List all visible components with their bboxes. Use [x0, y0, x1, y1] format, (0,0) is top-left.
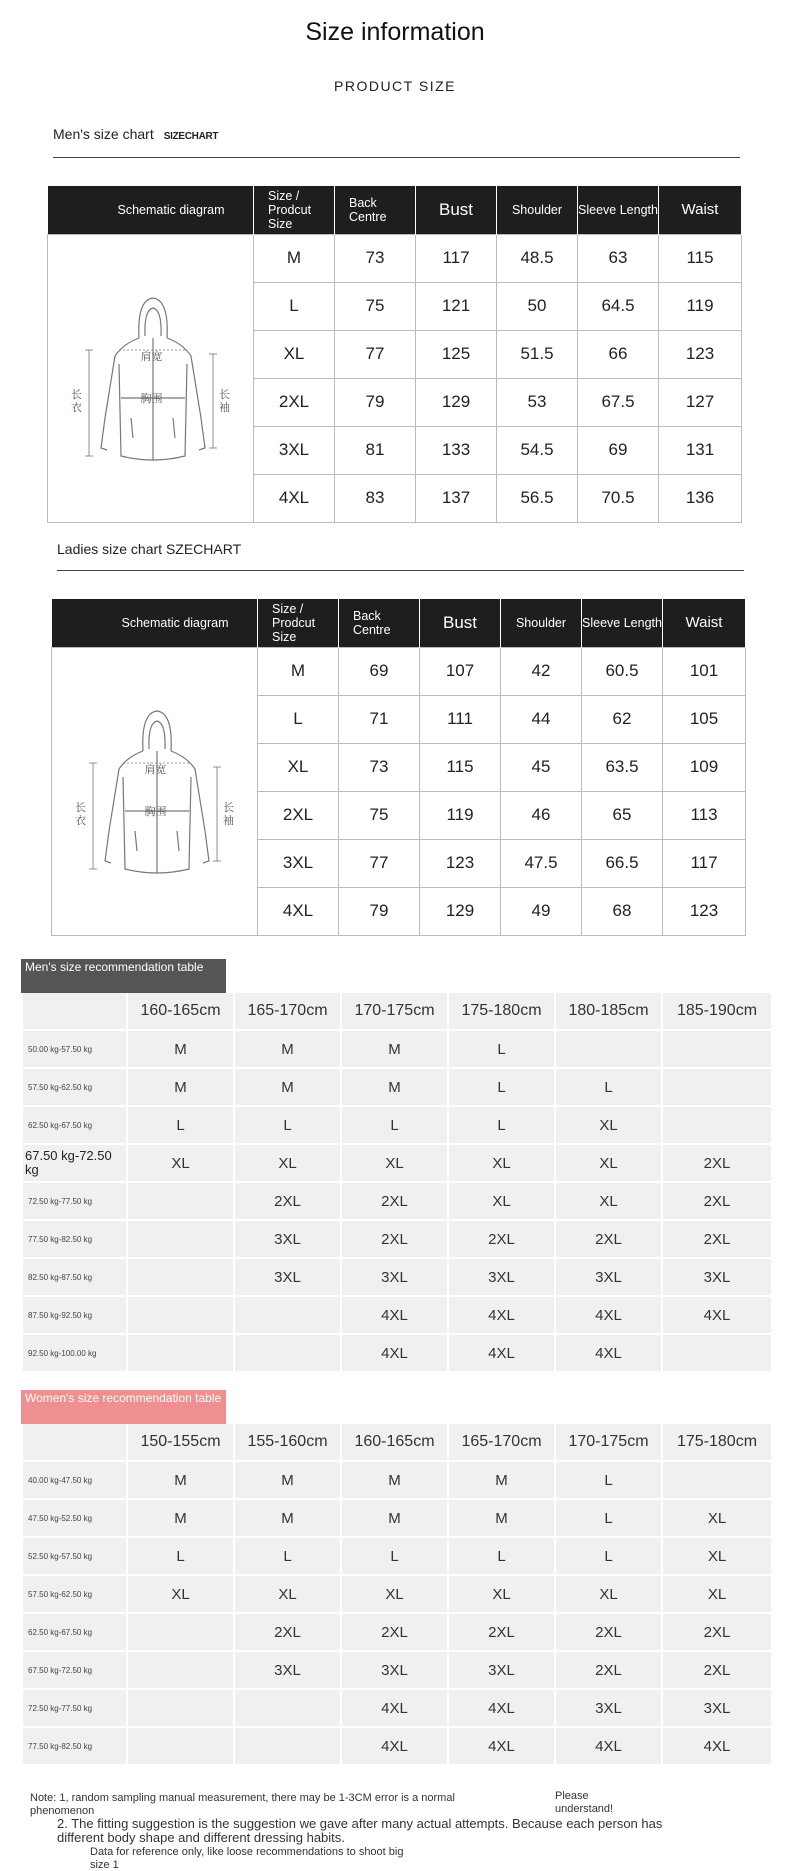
rec-size-cell: [128, 1183, 233, 1219]
header-diagram: Schematic diagram: [52, 599, 258, 647]
ladies-divider: [57, 570, 744, 571]
rec-row: [23, 1221, 771, 1257]
rec-height-header: 165-170cm: [449, 1424, 554, 1460]
cell-shoulder: 42: [501, 647, 582, 695]
rec-size-cell: 2XL: [235, 1614, 340, 1650]
rec-size-cell: 3XL: [235, 1259, 340, 1295]
rec-size-cell: 2XL: [663, 1652, 771, 1688]
rec-size-cell: [128, 1221, 233, 1257]
rec-weight-label: 72.50 kg-77.50 kg: [23, 1690, 126, 1726]
cell-bust: 125: [416, 330, 497, 378]
rec-weight-label: 92.50 kg-100.00 kg: [23, 1335, 126, 1371]
diagram-chest-label: 胸围: [140, 392, 163, 405]
cell-shoulder: 49: [501, 887, 582, 935]
rec-size-cell: [663, 1031, 771, 1067]
rec-size-cell: M: [342, 1500, 447, 1536]
rec-height-header: 160-165cm: [128, 993, 233, 1029]
rec-size-cell: L: [128, 1107, 233, 1143]
rec-row: [23, 1728, 771, 1764]
rec-size-cell: 4XL: [342, 1690, 447, 1726]
rec-size-cell: 3XL: [449, 1259, 554, 1295]
cell-bust: 123: [420, 839, 501, 887]
rec-corner-cell: [23, 1424, 126, 1460]
diagram-length-label: 长 衣: [75, 801, 86, 827]
rec-size-cell: 4XL: [449, 1728, 554, 1764]
rec-row: [23, 1614, 771, 1650]
rec-size-cell: 2XL: [663, 1221, 771, 1257]
cell-size: 4XL: [254, 474, 335, 522]
header-bust: Bust: [420, 599, 501, 647]
rec-size-cell: 3XL: [556, 1690, 661, 1726]
rec-size-cell: L: [342, 1107, 447, 1143]
rec-height-header: 155-160cm: [235, 1424, 340, 1460]
rec-height-header: 170-175cm: [342, 993, 447, 1029]
rec-size-cell: [663, 1335, 771, 1371]
jacket-diagram-svg: [65, 691, 245, 891]
note-3: Data for reference only, like loose recommendations to shoot big: [90, 1846, 404, 1858]
rec-weight-label: 77.50 kg-82.50 kg: [23, 1728, 126, 1764]
rec-size-cell: 2XL: [342, 1614, 447, 1650]
rec-size-cell: [235, 1297, 340, 1333]
rec-size-cell: L: [556, 1069, 661, 1105]
header-back: Back Centre: [335, 186, 416, 234]
cell-back: 77: [335, 330, 416, 378]
rec-row: [23, 1652, 771, 1688]
note-1b: phenomenon: [30, 1805, 95, 1817]
rec-size-cell: M: [128, 1500, 233, 1536]
header-bust: Bust: [416, 186, 497, 234]
header-diagram: Schematic diagram: [48, 186, 254, 234]
cell-sleeve: 62: [582, 695, 663, 743]
rec-weight-label: 87.50 kg-92.50 kg: [23, 1297, 126, 1333]
rec-corner-cell: [23, 993, 126, 1029]
rec-weight-label: 40.00 kg-47.50 kg: [23, 1462, 126, 1498]
rec-row: [23, 1183, 771, 1219]
cell-shoulder: 53: [497, 378, 578, 426]
rec-size-cell: L: [128, 1538, 233, 1574]
rec-weight-label: 47.50 kg-52.50 kg: [23, 1500, 126, 1536]
cell-back: 75: [335, 282, 416, 330]
rec-size-cell: XL: [556, 1145, 661, 1181]
rec-size-cell: XL: [556, 1107, 661, 1143]
cell-sleeve: 70.5: [578, 474, 659, 522]
cell-back: 77: [339, 839, 420, 887]
cell-waist: 101: [663, 647, 746, 695]
rec-size-cell: [235, 1335, 340, 1371]
rec-weight-label: 72.50 kg-77.50 kg: [23, 1183, 126, 1219]
rec-size-cell: [235, 1728, 340, 1764]
rec-size-cell: 2XL: [663, 1183, 771, 1219]
rec-size-cell: M: [342, 1462, 447, 1498]
cell-sleeve: 60.5: [582, 647, 663, 695]
cell-sleeve: 68: [582, 887, 663, 935]
rec-size-cell: 4XL: [663, 1728, 771, 1764]
rec-size-cell: [128, 1259, 233, 1295]
rec-size-cell: M: [342, 1031, 447, 1067]
rec-size-cell: [128, 1690, 233, 1726]
rec-size-cell: M: [235, 1500, 340, 1536]
cell-bust: 107: [420, 647, 501, 695]
rec-size-cell: XL: [235, 1576, 340, 1612]
rec-size-cell: 4XL: [556, 1335, 661, 1371]
rec-size-cell: 4XL: [342, 1297, 447, 1333]
cell-shoulder: 48.5: [497, 234, 578, 282]
rec-size-cell: M: [128, 1069, 233, 1105]
page-title: Size information: [305, 18, 485, 46]
rec-size-cell: [128, 1614, 233, 1650]
rec-size-cell: 2XL: [663, 1145, 771, 1181]
diagram-shoulder-label: 肩宽: [140, 350, 163, 363]
cell-shoulder: 44: [501, 695, 582, 743]
rec-size-cell: 2XL: [556, 1221, 661, 1257]
cell-sleeve: 64.5: [578, 282, 659, 330]
cell-waist: 136: [659, 474, 742, 522]
rec-weight-label: 50.00 kg-57.50 kg: [23, 1031, 126, 1067]
cell-shoulder: 51.5: [497, 330, 578, 378]
schematic-diagram: [48, 234, 254, 522]
rec-size-cell: 3XL: [342, 1652, 447, 1688]
cell-sleeve: 69: [578, 426, 659, 474]
rec-row: [23, 1145, 771, 1181]
cell-sleeve: 63.5: [582, 743, 663, 791]
rec-height-header: 160-165cm: [342, 1424, 447, 1460]
rec-weight-label: 67.50 kg-72.50 kg: [23, 1652, 126, 1688]
rec-header-row: [23, 993, 771, 1029]
header-waist: Waist: [659, 186, 742, 234]
header-sleeve: Sleeve Length: [578, 186, 659, 234]
cell-shoulder: 56.5: [497, 474, 578, 522]
rec-size-cell: 3XL: [342, 1259, 447, 1295]
cell-bust: 121: [416, 282, 497, 330]
cell-waist: 105: [663, 695, 746, 743]
rec-row: [23, 1462, 771, 1498]
rec-height-header: 165-170cm: [235, 993, 340, 1029]
cell-back: 83: [335, 474, 416, 522]
rec-weight-label: 57.50 kg-62.50 kg: [23, 1576, 126, 1612]
size-row: [48, 234, 742, 282]
rec-size-cell: [663, 1107, 771, 1143]
cell-sleeve: 65: [582, 791, 663, 839]
mens-chart-label: [53, 126, 218, 142]
mens-chart-label-small: SIZECHART: [163, 131, 219, 142]
rec-height-header: 170-175cm: [556, 1424, 661, 1460]
rec-size-cell: XL: [556, 1576, 661, 1612]
rec-size-cell: M: [128, 1462, 233, 1498]
rec-size-cell: [128, 1652, 233, 1688]
cell-size: 3XL: [258, 839, 339, 887]
rec-weight-label: 82.50 kg-87.50 kg: [23, 1259, 126, 1295]
rec-size-cell: M: [235, 1462, 340, 1498]
cell-shoulder: 45: [501, 743, 582, 791]
rec-size-cell: 2XL: [449, 1614, 554, 1650]
cell-waist: 117: [663, 839, 746, 887]
cell-bust: 133: [416, 426, 497, 474]
rec-weight-label: 62.50 kg-67.50 kg: [23, 1107, 126, 1143]
rec-weight-label: 77.50 kg-82.50 kg: [23, 1221, 126, 1257]
rec-header-row: [23, 1424, 771, 1460]
cell-size: XL: [254, 330, 335, 378]
header-shoulder: Shoulder: [497, 186, 578, 234]
rec-weight-label: 52.50 kg-57.50 kg: [23, 1538, 126, 1574]
cell-bust: 137: [416, 474, 497, 522]
cell-waist: 123: [659, 330, 742, 378]
rec-size-cell: XL: [449, 1145, 554, 1181]
rec-size-cell: 2XL: [556, 1652, 661, 1688]
rec-size-cell: 4XL: [342, 1728, 447, 1764]
rec-size-cell: L: [449, 1069, 554, 1105]
rec-size-cell: L: [342, 1538, 447, 1574]
rec-size-cell: 3XL: [235, 1221, 340, 1257]
rec-size-cell: [556, 1031, 661, 1067]
rec-size-cell: XL: [342, 1576, 447, 1612]
rec-size-cell: 2XL: [449, 1221, 554, 1257]
cell-waist: 115: [659, 234, 742, 282]
cell-waist: 113: [663, 791, 746, 839]
cell-size: M: [254, 234, 335, 282]
cell-size: 4XL: [258, 887, 339, 935]
rec-size-cell: L: [449, 1031, 554, 1067]
diagram-chest-label: 胸围: [144, 805, 167, 818]
rec-weight-label: 67.50 kg-72.50 kg: [23, 1145, 126, 1181]
rec-size-cell: 4XL: [663, 1297, 771, 1333]
diagram-sleeve-label: 长 袖: [219, 388, 230, 414]
cell-back: 79: [335, 378, 416, 426]
rec-weight-label: 57.50 kg-62.50 kg: [23, 1069, 126, 1105]
cell-shoulder: 50: [497, 282, 578, 330]
rec-size-cell: XL: [449, 1576, 554, 1612]
mens-divider: [53, 157, 740, 158]
cell-back: 79: [339, 887, 420, 935]
rec-size-cell: 2XL: [235, 1183, 340, 1219]
rec-row: [23, 1107, 771, 1143]
rec-size-cell: 3XL: [663, 1259, 771, 1295]
mens-chart-label-text: Men's size chart: [53, 126, 154, 142]
rec-size-cell: [128, 1297, 233, 1333]
cell-waist: 127: [659, 378, 742, 426]
rec-size-cell: M: [449, 1500, 554, 1536]
note-understand: understand!: [555, 1803, 614, 1815]
rec-size-cell: XL: [128, 1145, 233, 1181]
header-waist: Waist: [663, 599, 746, 647]
rec-row: [23, 1690, 771, 1726]
cell-size: L: [254, 282, 335, 330]
rec-size-cell: 2XL: [342, 1183, 447, 1219]
size-row: [52, 647, 746, 695]
rec-size-cell: 4XL: [556, 1728, 661, 1764]
cell-bust: 129: [416, 378, 497, 426]
rec-row: [23, 1335, 771, 1371]
mens-rec-title: Men's size recommendation table: [21, 959, 226, 993]
cell-bust: 129: [420, 887, 501, 935]
cell-size: 3XL: [254, 426, 335, 474]
cell-size: 2XL: [258, 791, 339, 839]
note-2: 2. The fitting suggestion is the suggestion we gave after many actual attempts. Because each person has: [57, 1816, 663, 1831]
cell-sleeve: 66.5: [582, 839, 663, 887]
rec-size-cell: XL: [342, 1145, 447, 1181]
rec-size-cell: M: [449, 1462, 554, 1498]
rec-size-cell: 4XL: [449, 1297, 554, 1333]
rec-size-cell: M: [235, 1031, 340, 1067]
rec-size-cell: L: [235, 1107, 340, 1143]
rec-size-cell: XL: [449, 1183, 554, 1219]
rec-size-cell: L: [449, 1107, 554, 1143]
rec-size-cell: 4XL: [449, 1690, 554, 1726]
rec-size-cell: M: [342, 1069, 447, 1105]
cell-sleeve: 66: [578, 330, 659, 378]
cell-back: 69: [339, 647, 420, 695]
rec-height-header: 150-155cm: [128, 1424, 233, 1460]
rec-size-cell: 4XL: [449, 1335, 554, 1371]
note-3b: size 1: [90, 1859, 119, 1871]
rec-size-cell: 3XL: [235, 1652, 340, 1688]
rec-row: [23, 1538, 771, 1574]
note-please: Please: [555, 1790, 589, 1802]
rec-size-cell: XL: [663, 1576, 771, 1612]
rec-size-cell: L: [556, 1500, 661, 1536]
cell-bust: 119: [420, 791, 501, 839]
rec-size-cell: [663, 1462, 771, 1498]
jacket-diagram-svg: [61, 278, 241, 478]
note-1: Note: 1, random sampling manual measurement, there may be 1-3CM error is a normal: [30, 1792, 455, 1804]
rec-size-cell: XL: [556, 1183, 661, 1219]
cell-back: 73: [339, 743, 420, 791]
cell-shoulder: 46: [501, 791, 582, 839]
rec-height-header: 175-180cm: [663, 1424, 771, 1460]
rec-size-cell: 4XL: [342, 1335, 447, 1371]
cell-sleeve: 67.5: [578, 378, 659, 426]
cell-shoulder: 54.5: [497, 426, 578, 474]
rec-size-cell: L: [449, 1538, 554, 1574]
ladies-size-table: [51, 599, 746, 936]
rec-row: [23, 1500, 771, 1536]
rec-size-cell: [128, 1335, 233, 1371]
womens-rec-table: [21, 1422, 773, 1766]
rec-row: [23, 1259, 771, 1295]
rec-row: [23, 1069, 771, 1105]
rec-size-cell: 2XL: [663, 1614, 771, 1650]
note-2b: different body shape and different dressing habits.: [57, 1830, 345, 1845]
schematic-diagram: [52, 647, 258, 935]
header-back: Back Centre: [339, 599, 420, 647]
rec-size-cell: XL: [663, 1538, 771, 1574]
header-sleeve: Sleeve Length: [582, 599, 663, 647]
rec-size-cell: [663, 1069, 771, 1105]
rec-row: [23, 1031, 771, 1067]
ladies-chart-label: Ladies size chart SZECHART: [57, 541, 242, 557]
rec-row: [23, 1297, 771, 1333]
mens-rec-table: [21, 991, 773, 1373]
cell-bust: 111: [420, 695, 501, 743]
cell-back: 81: [335, 426, 416, 474]
rec-height-header: 175-180cm: [449, 993, 554, 1029]
rec-height-header: 180-185cm: [556, 993, 661, 1029]
diagram-length-label: 长 衣: [71, 388, 82, 414]
rec-size-cell: 2XL: [342, 1221, 447, 1257]
cell-size: L: [258, 695, 339, 743]
womens-rec-title: Women's size recommendation table: [21, 1390, 226, 1424]
cell-size: XL: [258, 743, 339, 791]
cell-sleeve: 63: [578, 234, 659, 282]
page-subtitle: PRODUCT SIZE: [334, 78, 456, 94]
cell-size: M: [258, 647, 339, 695]
header-size: Size / Prodcut Size: [258, 599, 339, 647]
cell-back: 75: [339, 791, 420, 839]
rec-size-cell: L: [235, 1538, 340, 1574]
cell-waist: 109: [663, 743, 746, 791]
cell-size: 2XL: [254, 378, 335, 426]
rec-size-cell: L: [556, 1538, 661, 1574]
cell-back: 73: [335, 234, 416, 282]
rec-size-cell: 4XL: [556, 1297, 661, 1333]
rec-row: [23, 1576, 771, 1612]
diagram-shoulder-label: 肩宽: [144, 763, 167, 776]
cell-bust: 117: [416, 234, 497, 282]
rec-size-cell: M: [128, 1031, 233, 1067]
cell-shoulder: 47.5: [501, 839, 582, 887]
rec-size-cell: 3XL: [556, 1259, 661, 1295]
header-size: Size / Prodcut Size: [254, 186, 335, 234]
mens-size-table: [47, 186, 742, 523]
rec-size-cell: XL: [663, 1500, 771, 1536]
header-shoulder: Shoulder: [501, 599, 582, 647]
rec-height-header: 185-190cm: [663, 993, 771, 1029]
rec-size-cell: 2XL: [556, 1614, 661, 1650]
rec-size-cell: 3XL: [663, 1690, 771, 1726]
rec-size-cell: M: [235, 1069, 340, 1105]
diagram-sleeve-label: 长 袖: [223, 801, 234, 827]
cell-waist: 131: [659, 426, 742, 474]
cell-waist: 119: [659, 282, 742, 330]
rec-size-cell: [235, 1690, 340, 1726]
rec-weight-label: 62.50 kg-67.50 kg: [23, 1614, 126, 1650]
rec-size-cell: 3XL: [449, 1652, 554, 1688]
rec-size-cell: XL: [128, 1576, 233, 1612]
cell-back: 71: [339, 695, 420, 743]
cell-bust: 115: [420, 743, 501, 791]
rec-size-cell: XL: [235, 1145, 340, 1181]
rec-size-cell: [128, 1728, 233, 1764]
cell-waist: 123: [663, 887, 746, 935]
rec-size-cell: L: [556, 1462, 661, 1498]
